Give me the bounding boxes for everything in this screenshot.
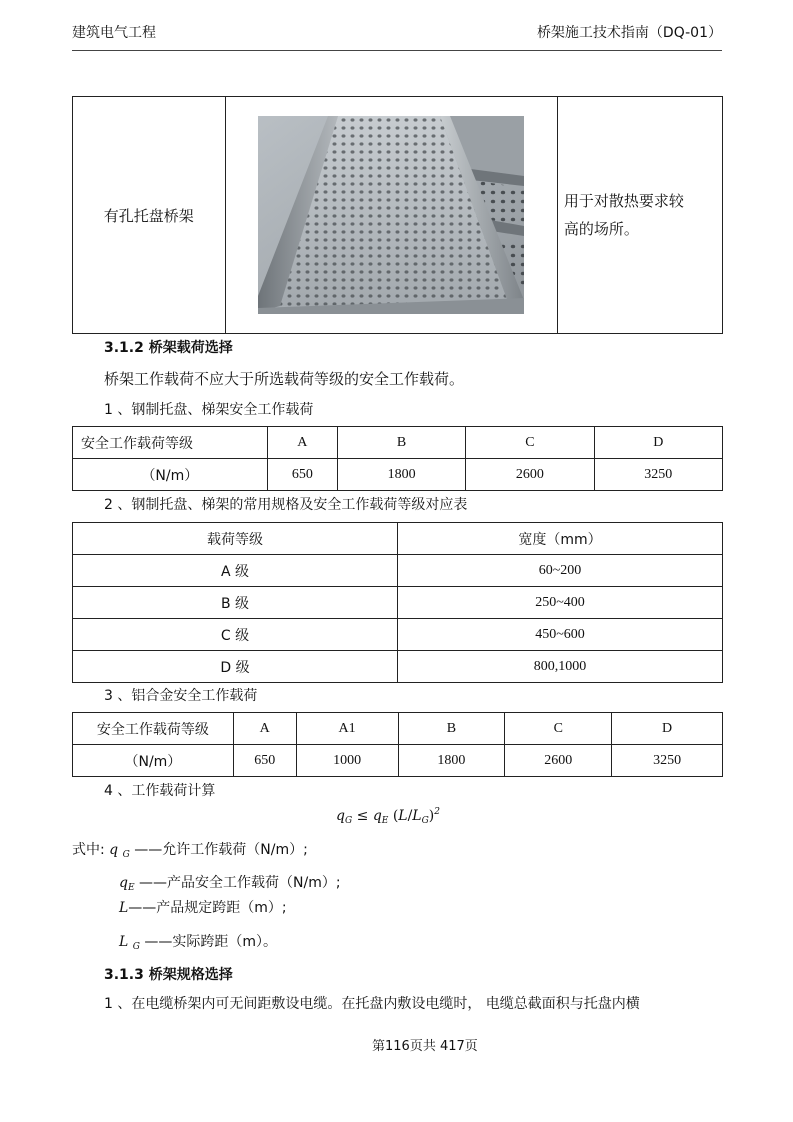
def-q-e: q [119, 875, 128, 891]
tray-name-cell [73, 97, 226, 334]
steel-load-table [72, 426, 723, 491]
table-cell: C [505, 713, 612, 745]
definition-lg-text: ——实际跨距（m）。 [144, 934, 278, 950]
table-row [73, 651, 723, 683]
table-row [73, 587, 723, 619]
definition-l-text: ——产品规定跨距（m）; [128, 900, 287, 916]
table-cell: 250~400 [398, 587, 723, 619]
formula-slash: / [407, 808, 413, 824]
table-cell: A1 [296, 713, 398, 745]
tray-description-line1: 用于对散热要求较 [563, 192, 684, 210]
definition-qe-text: ——产品安全工作载荷（N/m）; [139, 875, 341, 891]
tray-type-table [72, 96, 723, 334]
tray-description-line2: 高的场所。 [563, 220, 639, 238]
perforated-tray-image [258, 116, 524, 314]
table-cell: D 级 [73, 651, 398, 683]
table-cell: B 级 [73, 587, 398, 619]
tray-description-cell [557, 97, 722, 334]
table-cell: A [267, 427, 337, 459]
table-row [73, 555, 723, 587]
tray-name: 有孔托盘桥架 [103, 206, 194, 225]
table-cell: 650 [233, 745, 296, 777]
formula-q2: q [372, 808, 382, 824]
load-formula [336, 808, 440, 824]
def-sub-g: G [122, 850, 130, 860]
definition-prefix: 式中: [72, 842, 105, 858]
header-right: 桥架施工技术指南（DQ-01） [536, 25, 722, 41]
table-row [73, 745, 723, 777]
formula-L2: L [412, 808, 422, 824]
table-cell: 3250 [612, 745, 723, 777]
table-cell: A [233, 713, 296, 745]
def-sub-g2: G [132, 942, 140, 952]
formula-close: ) [428, 808, 435, 824]
table-cell: A 级 [73, 555, 398, 587]
item-2-spec-table-title: 2 、钢制托盘、梯架的常用规格及安全工作载荷等级对应表 [104, 497, 468, 513]
table-cell: 650 [267, 459, 337, 491]
table-cell: C 级 [73, 619, 398, 651]
formula-leq: ≤ [356, 808, 369, 824]
table-cell: 2600 [505, 745, 612, 777]
definition-qe [119, 872, 341, 892]
table-cell: 60~200 [398, 555, 723, 587]
formula-sub-g2: G [421, 816, 429, 826]
table-cell: 1800 [337, 459, 465, 491]
table-cell: B [398, 713, 505, 745]
table-cell: 1000 [296, 745, 398, 777]
table-cell: D [612, 713, 723, 745]
table-cell: D [594, 427, 722, 459]
formula-sub-e: E [381, 816, 389, 826]
def-q: q [109, 842, 119, 858]
table-cell: 安全工作载荷等级 [73, 427, 268, 459]
formula-q: q [336, 808, 345, 824]
formula-L: L [398, 808, 408, 824]
spec-table [72, 522, 723, 683]
def-L-g: L [119, 934, 129, 950]
formula-sup: 2 [434, 807, 440, 817]
table-row [73, 459, 723, 491]
table-cell: 宽度（mm） [398, 523, 723, 555]
item-4-load-calc: 4 、工作载荷计算 [104, 783, 216, 799]
definition-l [119, 897, 287, 917]
table-cell: 450~600 [398, 619, 723, 651]
formula-sub-g: G [344, 816, 353, 826]
section-3-1-2-intro: 桥架工作载荷不应大于所选载荷等级的安全工作载荷。 [104, 370, 465, 388]
table-cell: 载荷等级 [73, 523, 398, 555]
definition-lg [119, 931, 277, 951]
def-L: L [119, 900, 129, 916]
table-cell: 800,1000 [398, 651, 723, 683]
table-row [73, 713, 723, 745]
page-number: 第116页共 417页 [372, 1039, 478, 1054]
formula-open: ( [392, 808, 399, 824]
tray-image-cell [225, 97, 557, 334]
table-cell: 安全工作载荷等级 [73, 713, 234, 745]
page-header [72, 22, 722, 51]
header-left: 建筑电气工程 [72, 25, 156, 41]
table-cell: B [337, 427, 465, 459]
definition-qg [72, 839, 308, 859]
section-3-1-3-heading: 3.1.3 桥架规格选择 [104, 967, 233, 983]
table-cell: 1800 [398, 745, 505, 777]
item-1-steel-load: 1 、钢制托盘、梯架安全工作载荷 [104, 402, 314, 418]
section-3-1-3-item1: 1 、在电缆桥架内可无间距敷设电缆。在托盘内敷设电缆时， 电缆总截面积与托盘内横 [104, 996, 640, 1012]
def-sub-e: E [127, 883, 135, 893]
table-cell: 2600 [466, 459, 594, 491]
table-cell: （N/m） [73, 459, 268, 491]
table-row [73, 523, 723, 555]
table-cell: （N/m） [73, 745, 234, 777]
table-row [73, 619, 723, 651]
aluminium-load-table [72, 712, 723, 777]
item-3-alu-load: 3 、铝合金安全工作载荷 [104, 688, 258, 704]
table-row [73, 427, 723, 459]
definition-qg-text: ——允许工作载荷（N/m）; [134, 842, 308, 858]
table-cell: C [466, 427, 594, 459]
table-cell: 3250 [594, 459, 722, 491]
section-3-1-2-heading: 3.1.2 桥架载荷选择 [104, 340, 233, 356]
